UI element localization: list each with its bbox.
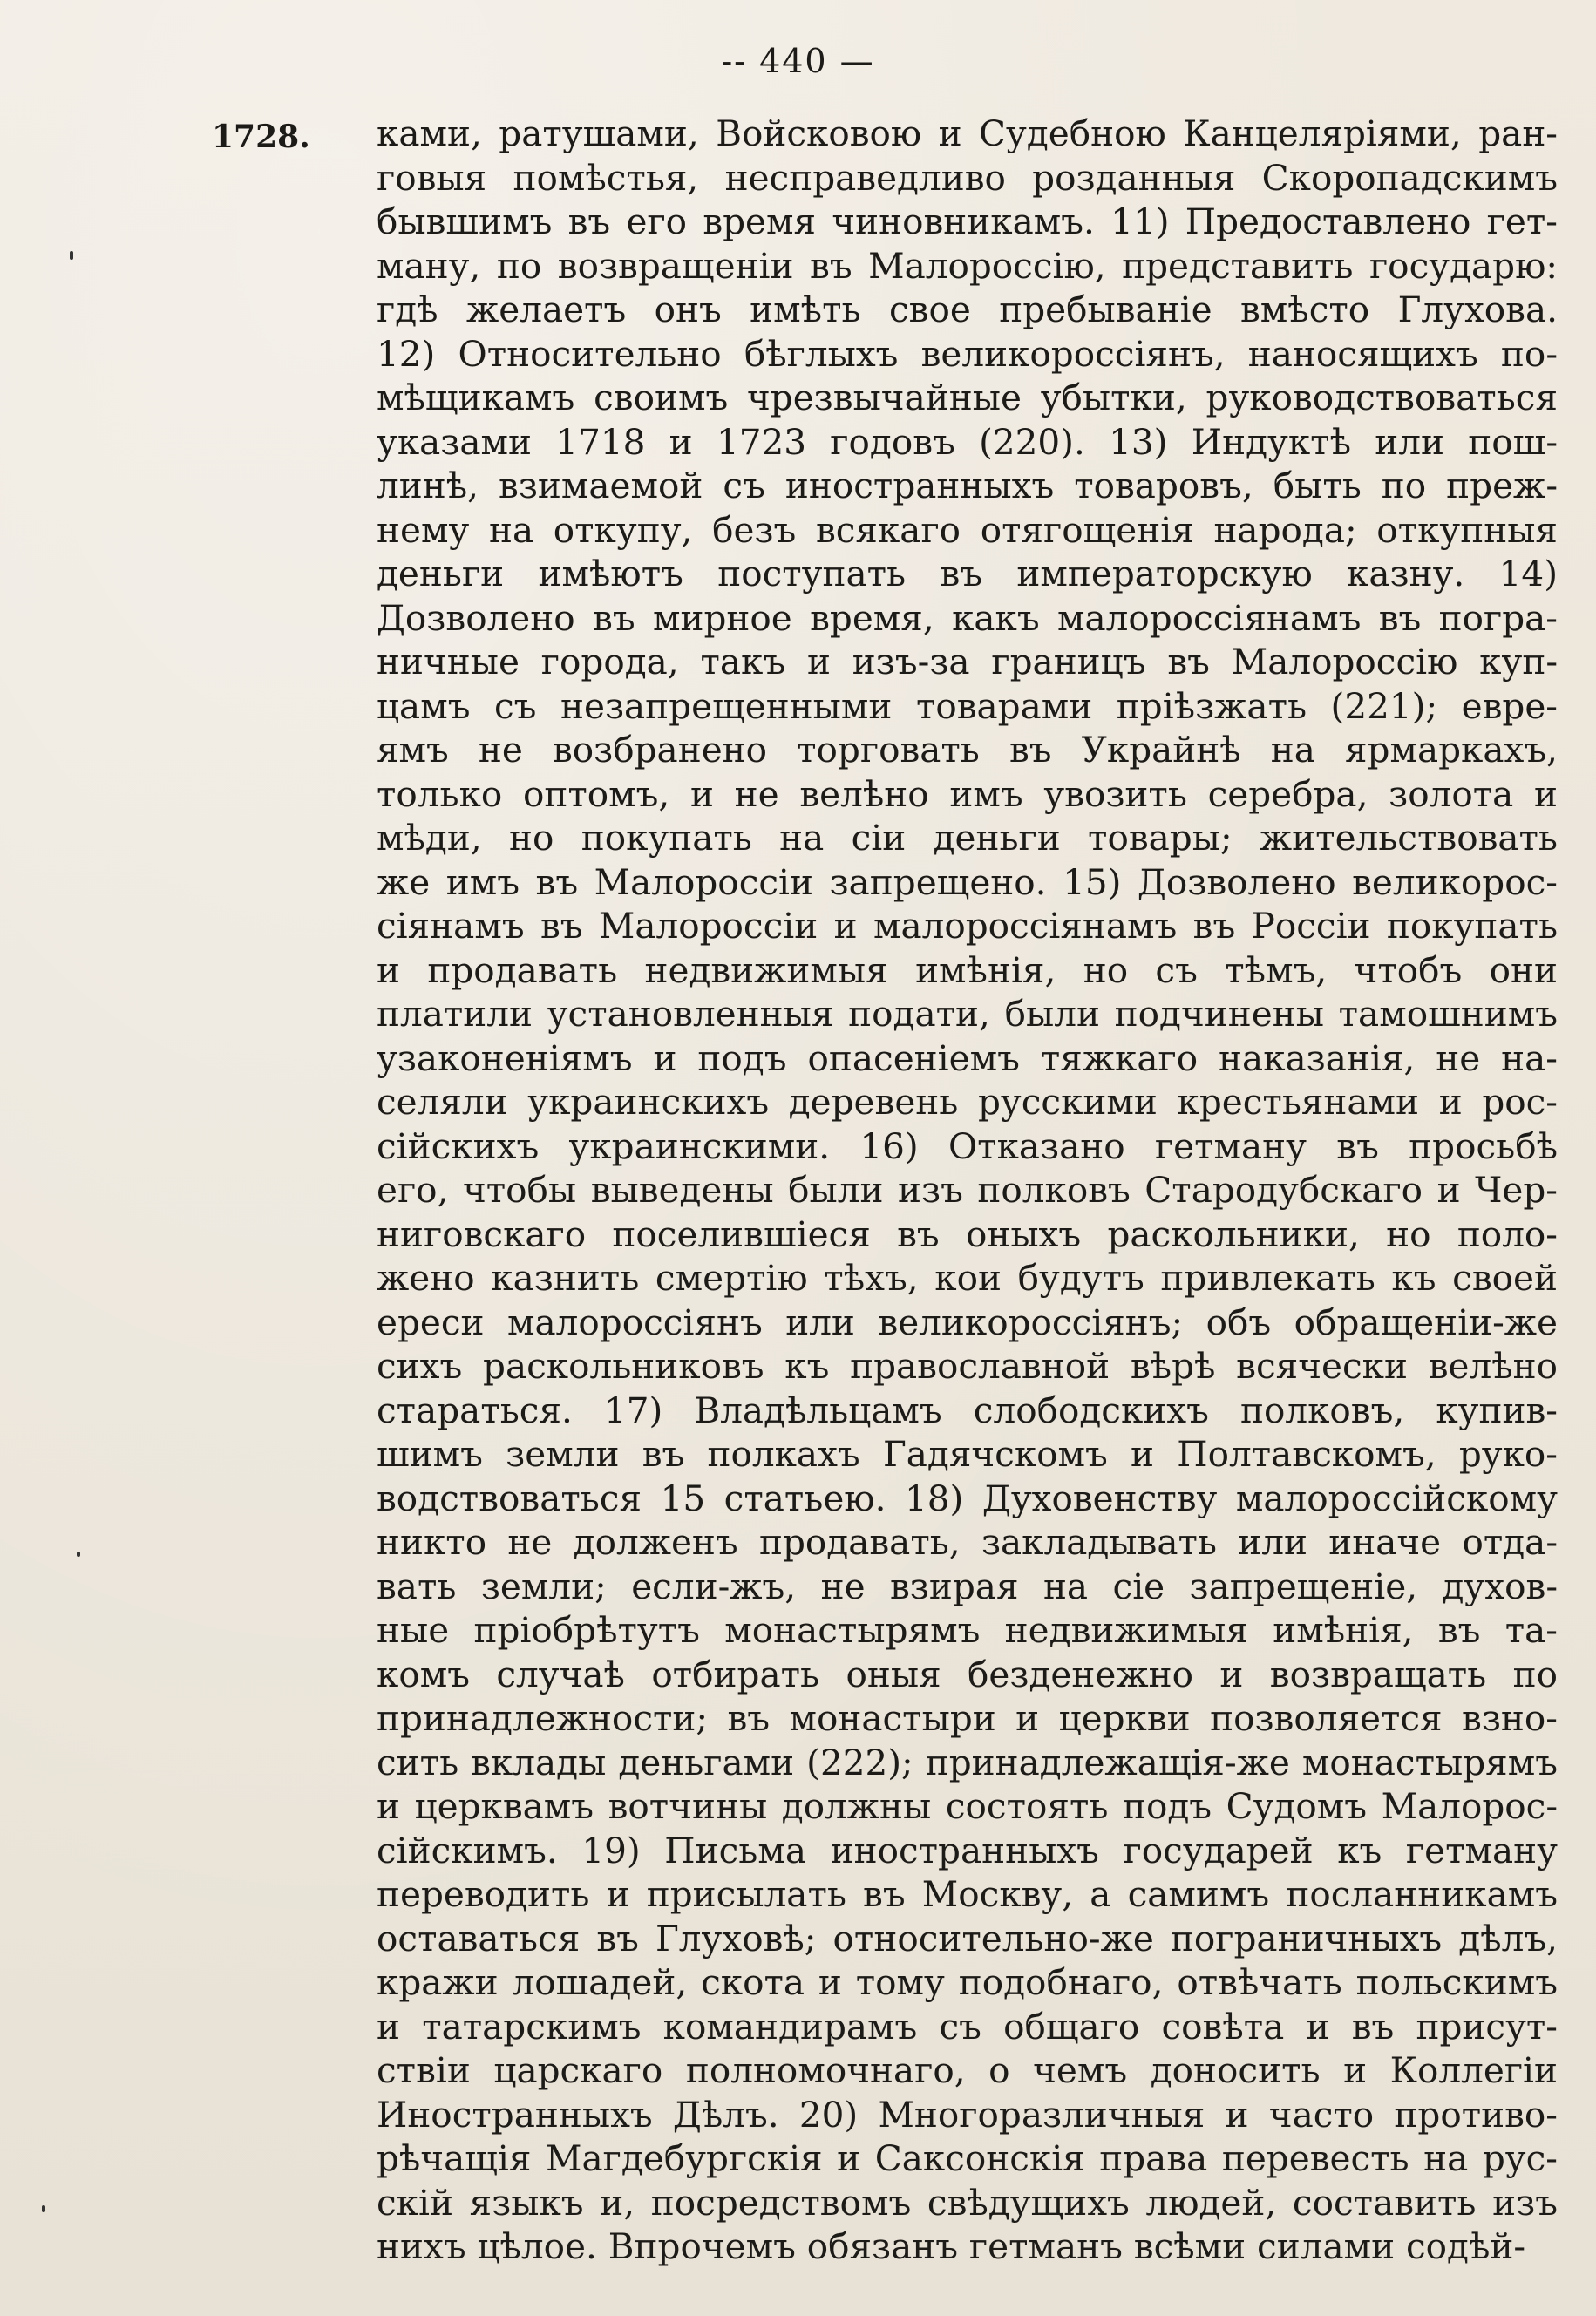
text-line: кражи лошадей, скота и тому подобнаго, отвѣчать польскимъ — [377, 1961, 1558, 2003]
body-text — [377, 112, 1558, 2269]
scan-speck — [42, 2205, 45, 2212]
text-line: нихъ цѣлое. Впрочемъ обязанъ гетманъ всѣми силами содѣй- — [377, 2225, 1526, 2267]
text-line: нему на откупу, безъ всякаго отягощенія народа; откупныя — [377, 508, 1558, 551]
text-line: гдѣ желаетъ онъ имѣть свое пребываніе вмѣсто Глухова. — [377, 289, 1558, 330]
text-line: 12) Относительно бѣглыхъ великороссіянъ, наносящихъ по- — [377, 332, 1558, 375]
text-line: платили установленныя подати, были подчинены тамошнимъ — [377, 993, 1558, 1035]
text-line: бывшимъ въ его время чиновникамъ. 11) Предоставлено гет- — [377, 200, 1558, 242]
text-line: никто не долженъ продавать, закладывать или иначе отда- — [377, 1521, 1558, 1563]
text-line: же имъ въ Малороссіи запрещено. 15) Дозволено великорос- — [377, 860, 1558, 903]
text-line: сійскихъ украинскими. 16) Отказано гетману въ просьбѣ — [377, 1124, 1558, 1167]
text-line: сихъ раскольниковъ къ православной вѣрѣ всячески велѣно — [377, 1345, 1558, 1387]
text-line: переводить и присылать въ Москву, а самимъ посланникамъ — [377, 1873, 1558, 1915]
text-line: указами 1718 и 1723 годовъ (220). 13) Индуктѣ или пош- — [377, 420, 1558, 463]
text-line: жено казнить смертію тѣхъ, кои будутъ привлекать къ своей — [377, 1257, 1558, 1299]
text-line: деньги имѣютъ поступать въ императорскую казну. 14) — [377, 553, 1558, 594]
text-line: ману, по возвращеніи въ Малороссію, представить государю: — [377, 244, 1558, 287]
text-line: его, чтобы выведены были изъ полковъ Стародубскаго и Чер- — [377, 1169, 1558, 1211]
text-line: и татарскимъ командирамъ съ общаго совѣта и въ присут- — [377, 2005, 1558, 2048]
text-line: ные пріобрѣтутъ монастырямъ недвижимыя имѣнія, въ та- — [377, 1609, 1558, 1651]
text-line: и продавать недвижимыя имѣнія, но съ тѣмъ, чтобъ они — [377, 948, 1558, 991]
text-line: водствоваться 15 статьею. 18) Духовенству малороссійскому — [377, 1477, 1558, 1519]
text-line: и церквамъ вотчины должны состоять подъ Судомъ Малорос- — [377, 1785, 1558, 1827]
text-line: вать земли; если-жъ, не взирая на сіе запрещеніе, духов- — [377, 1565, 1558, 1607]
text-line: ниговскаго поселившіеся въ оныхъ раскольники, но поло- — [377, 1212, 1558, 1255]
scan-speck — [77, 1552, 80, 1557]
text-line: сійскимъ. 19) Письма иностранныхъ государей къ гетману — [377, 1829, 1558, 1871]
text-line: Иностранныхъ Дѣлъ. 20) Многоразличныя и часто противо- — [377, 2093, 1558, 2136]
text-line: принадлежности; въ монастыри и церкви позволяется взно- — [377, 1697, 1558, 1739]
text-line: скій языкъ и, посредствомъ свѣдущихъ людей, составить изъ — [377, 2181, 1558, 2224]
text-line: ками, ратушами, Войсковою и Судебною Канцеляріями, ран- — [377, 112, 1558, 154]
page-number: -- 440 — — [721, 42, 875, 80]
text-line: цамъ съ незапрещенными товарами пріѣзжать (221); евре- — [377, 684, 1558, 727]
text-line: ереси малороссіянъ или великороссіянъ; объ обращеніи-же — [377, 1301, 1558, 1343]
text-line: узаконеніямъ и подъ опасеніемъ тяжкаго наказанія, не на- — [377, 1036, 1558, 1079]
text-line: линѣ, взимаемой съ иностранныхъ товаровъ, быть по преж- — [377, 465, 1558, 506]
text-line: комъ случаѣ отбирать оныя безденежно и возвращать по — [377, 1653, 1558, 1695]
scan-speck — [70, 251, 73, 260]
text-line: только оптомъ, и не велѣно имъ увозить серебра, золота и — [377, 772, 1558, 815]
text-line: ямъ не возбранено торговать въ Украйнѣ на ярмаркахъ, — [377, 729, 1558, 771]
text-line: сить вклады деньгами (222); принадлежащія-же монастырямъ — [377, 1741, 1558, 1783]
text-line: шимъ земли въ полкахъ Гадячскомъ и Полтавскомъ, руко- — [377, 1433, 1558, 1475]
text-line: ствіи царскаго полномочнаго, о чемъ доносить и Коллегіи — [377, 2049, 1558, 2091]
text-line: Дозволено въ мирное время, какъ малороссіянамъ въ погра- — [377, 596, 1558, 639]
text-line: ничные города, такъ и изъ-за границъ въ Малороссію куп- — [377, 641, 1558, 683]
text-line: стараться. 17) Владѣльцамъ слободскихъ полковъ, купив- — [377, 1389, 1558, 1431]
text-line: рѣчащія Магдебургскія и Саксонскія права перевесть на рус- — [377, 2137, 1558, 2179]
text-line: мѣди, но покупать на сіи деньги товары; жительствовать — [377, 817, 1558, 859]
text-line: говыя помѣстья, несправедливо розданныя Скоропадскимъ — [377, 156, 1558, 199]
text-line: сіянамъ въ Малороссіи и малороссіянамъ въ Россіи покупать — [377, 905, 1558, 947]
margin-year-note: 1728. — [212, 119, 310, 155]
text-line: селяли украинскихъ деревень русскими крестьянами и рос- — [377, 1081, 1558, 1123]
text-line: мѣщикамъ своимъ чрезвычайные убытки, руководствоваться — [377, 377, 1558, 418]
text-line: оставаться въ Глуховѣ; относительно-же пограничныхъ дѣлъ, — [377, 1917, 1558, 1959]
